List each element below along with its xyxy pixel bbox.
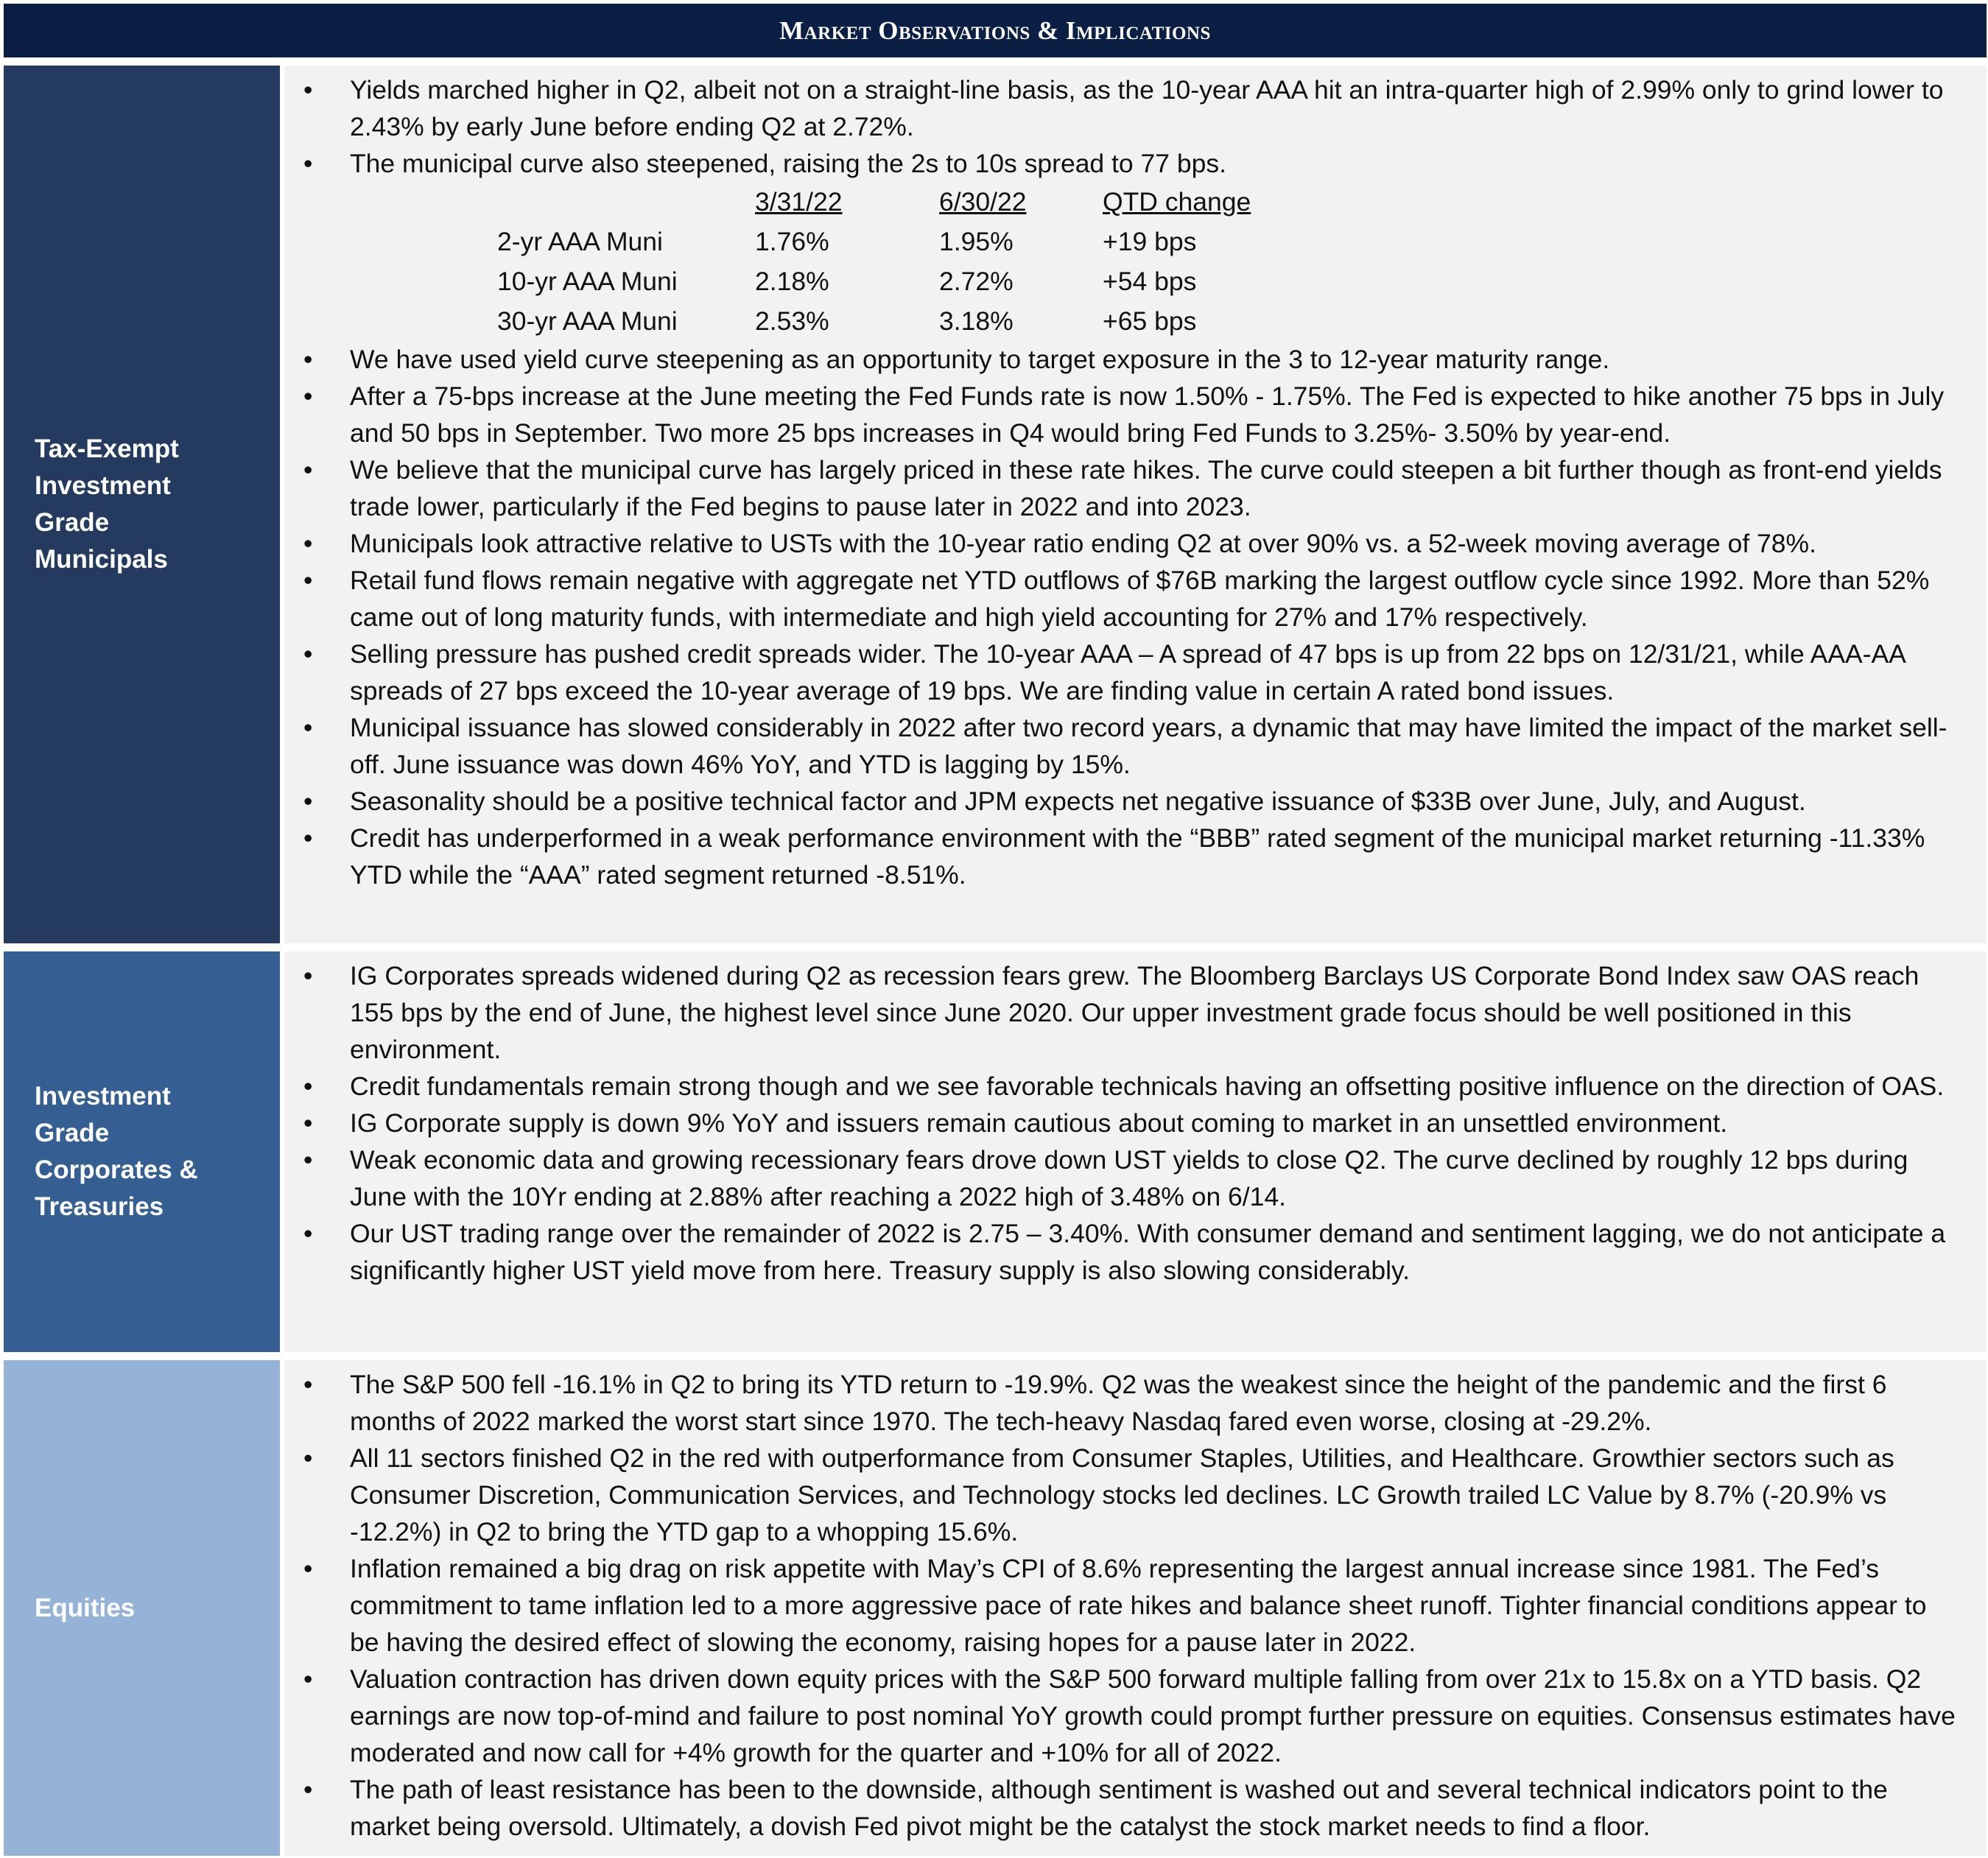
- bullet-item: • We believe that the municipal curve has largely priced in these rate hikes. The curve could steepen a bit further though as front-end yields trade lower, particularly if the Fed begins to pause later in 2022 and into 2023.: [284, 451, 1957, 525]
- section-label-line: Municipals: [35, 545, 168, 574]
- table-cell: 2-yr AAA Muni: [497, 227, 663, 256]
- section-label-line: Investment: [35, 471, 171, 500]
- table-cell: 2.18%: [755, 267, 829, 296]
- section-label: [4, 951, 280, 1352]
- section-content: [284, 1360, 1987, 1856]
- table-row: [497, 222, 1294, 261]
- table-cell: 1.95%: [939, 227, 1014, 256]
- section-label-line: Corporates &: [35, 1155, 198, 1184]
- table-cell: 2.72%: [939, 267, 1014, 296]
- bullet-item: • Credit fundamentals remain strong though and we see favorable technicals having an offsetting positive influence on the direction of OAS.: [284, 1068, 1957, 1105]
- bullet-item: • IG Corporates spreads widened during Q2 as recession fears grew. The Bloomberg Barclays US Corporate Bond Index saw OAS reach 155 bps by the end of June, the highest level since June 2020. Our upper investment grade focus should be well positioned in this environment.: [284, 957, 1957, 1068]
- bullet-item: • Inflation remained a big drag on risk appetite with May’s CPI of 8.6% representing the largest annual increase since 1981. The Fed’s commitment to tame inflation led to a more aggressive pace of rate hikes and balance sheet runoff. Tighter financial conditions appear to be having the desired effect of slowing the economy, raising hopes for a pause later in 2022.: [284, 1550, 1957, 1661]
- table-header-row: [497, 182, 1294, 222]
- section-corporates-treasuries: [4, 951, 1987, 1352]
- table-cell: 2.53%: [755, 306, 829, 336]
- table-cell: 3.18%: [939, 306, 1014, 336]
- bullet-item: • The path of least resistance has been to the downside, although sentiment is washed out and several technical indicators point to the market being oversold. Ultimately, a dovish Fed pivot might be the catalyst the stock market needs to find a floor.: [284, 1771, 1957, 1845]
- table-cell: 10-yr AAA Muni: [497, 267, 678, 296]
- table-header-cell: 6/30/22: [939, 187, 1027, 217]
- section-content: [284, 66, 1987, 943]
- section-label-line: Grade: [35, 1119, 110, 1147]
- section-label-line: Equities: [35, 1593, 136, 1622]
- bullet-item: • The S&P 500 fell -16.1% in Q2 to bring its YTD return to -19.9%. Q2 was the weakest since the height of the pandemic and the first 6 months of 2022 marked the worst start since 1970. The tech-heavy Nasdaq fared even worse, closing at -29.2%.: [284, 1366, 1957, 1440]
- table-cell: +54 bps: [1103, 267, 1197, 296]
- section-label-line: Tax-Exempt: [35, 434, 179, 463]
- table-header-cell: [497, 182, 755, 222]
- market-observations-page: [4, 4, 1987, 1856]
- section-content: [284, 951, 1987, 1352]
- muni-yield-table: [497, 182, 1294, 341]
- table-row: [497, 261, 1294, 301]
- table-header-cell: 3/31/22: [755, 187, 843, 217]
- page-title: Market Observations & Implications: [4, 4, 1987, 57]
- bullet-item: • Yields marched higher in Q2, albeit not on a straight-line basis, as the 10-year AAA hit an intra-quarter high of 2.99% only to grind lower to 2.43% by early June before ending Q2 at 2.72%.: [284, 71, 1957, 145]
- table-header-cell: QTD change: [1103, 187, 1251, 217]
- table-cell: 1.76%: [755, 227, 829, 256]
- bullet-item: • Valuation contraction has driven down equity prices with the S&P 500 forward multiple falling from over 21x to 15.8x on a YTD basis. Q2 earnings are now top-of-mind and failure to post nominal YoY growth could prompt further pressure on equities. Consensus estimates have moderated and now call for +4% growth for the quarter and +10% for all of 2022.: [284, 1661, 1957, 1771]
- table-cell: +65 bps: [1103, 306, 1197, 336]
- bullet-item: • Credit has underperformed in a weak performance environment with the “BBB” rated segment of the municipal market returning -11.33% YTD while the “AAA” rated segment returned -8.51%.: [284, 820, 1957, 893]
- bullet-item: • Retail fund flows remain negative with aggregate net YTD outflows of $76B marking the largest outflow cycle since 1992. More than 52% came out of long maturity funds, with intermediate and high yield accounting for 27% and 17% respectively.: [284, 562, 1957, 636]
- bullet-item: • Selling pressure has pushed credit spreads wider. The 10-year AAA – A spread of 47 bps is up from 22 bps on 12/31/21, while AAA-AA spreads of 27 bps exceed the 10-year average of 19 bps. We are finding value in certain A rated bond issues.: [284, 636, 1957, 709]
- section-label: [4, 66, 280, 943]
- bullet-item: • All 11 sectors finished Q2 in the red with outperformance from Consumer Staples, Utilities, and Healthcare. Growthier sectors such as Consumer Discretion, Communication Services, and Technology stocks led declines. LC Growth trailed LC Value by 8.7% (-20.9% vs -12.2%) in Q2 to bring the YTD gap to a whopping 15.6%.: [284, 1440, 1957, 1550]
- table-row: [497, 301, 1294, 341]
- bullet-item: • Municipal issuance has slowed considerably in 2022 after two record years, a dynamic that may have limited the impact of the market sell-off. June issuance was down 46% YoY, and YTD is lagging by 15%.: [284, 709, 1957, 783]
- section-municipals: [4, 66, 1987, 943]
- bullet-item: • IG Corporate supply is down 9% YoY and issuers remain cautious about coming to market in an unsettled environment.: [284, 1105, 1957, 1141]
- bullet-item: • Municipals look attractive relative to USTs with the 10-year ratio ending Q2 at over 90% vs. a 52-week moving average of 78%.: [284, 525, 1957, 562]
- table-cell: 30-yr AAA Muni: [497, 306, 678, 336]
- section-label-line: Grade: [35, 508, 110, 537]
- bullet-item: • The municipal curve also steepened, raising the 2s to 10s spread to 77 bps.: [284, 145, 1957, 182]
- bullet-item: • We have used yield curve steepening as an opportunity to target exposure in the 3 to 12-year maturity range.: [284, 341, 1957, 378]
- bullet-item: • After a 75-bps increase at the June meeting the Fed Funds rate is now 1.50% - 1.75%. The Fed is expected to hike another 75 bps in July and 50 bps in September. Two more 25 bps increases in Q4 would bring Fed Funds to 3.25%- 3.50% by year-end.: [284, 378, 1957, 451]
- section-label-line: Treasuries: [35, 1192, 164, 1221]
- section-label: [4, 1360, 280, 1856]
- table-cell: +19 bps: [1103, 227, 1197, 256]
- bullet-item: • Our UST trading range over the remainder of 2022 is 2.75 – 3.40%. With consumer demand and sentiment lagging, we do not anticipate a significantly higher UST yield move from here. Treasury supply is also slowing considerably.: [284, 1215, 1957, 1289]
- section-label-line: Investment: [35, 1082, 171, 1111]
- bullet-item: • Weak economic data and growing recessionary fears drove down UST yields to close Q2. The curve declined by roughly 12 bps during June with the 10Yr ending at 2.88% after reaching a 2022 high of 3.48% on 6/14.: [284, 1141, 1957, 1215]
- section-equities: [4, 1360, 1987, 1856]
- bullet-item: • Seasonality should be a positive technical factor and JPM expects net negative issuance of $33B over June, July, and August.: [284, 783, 1957, 820]
